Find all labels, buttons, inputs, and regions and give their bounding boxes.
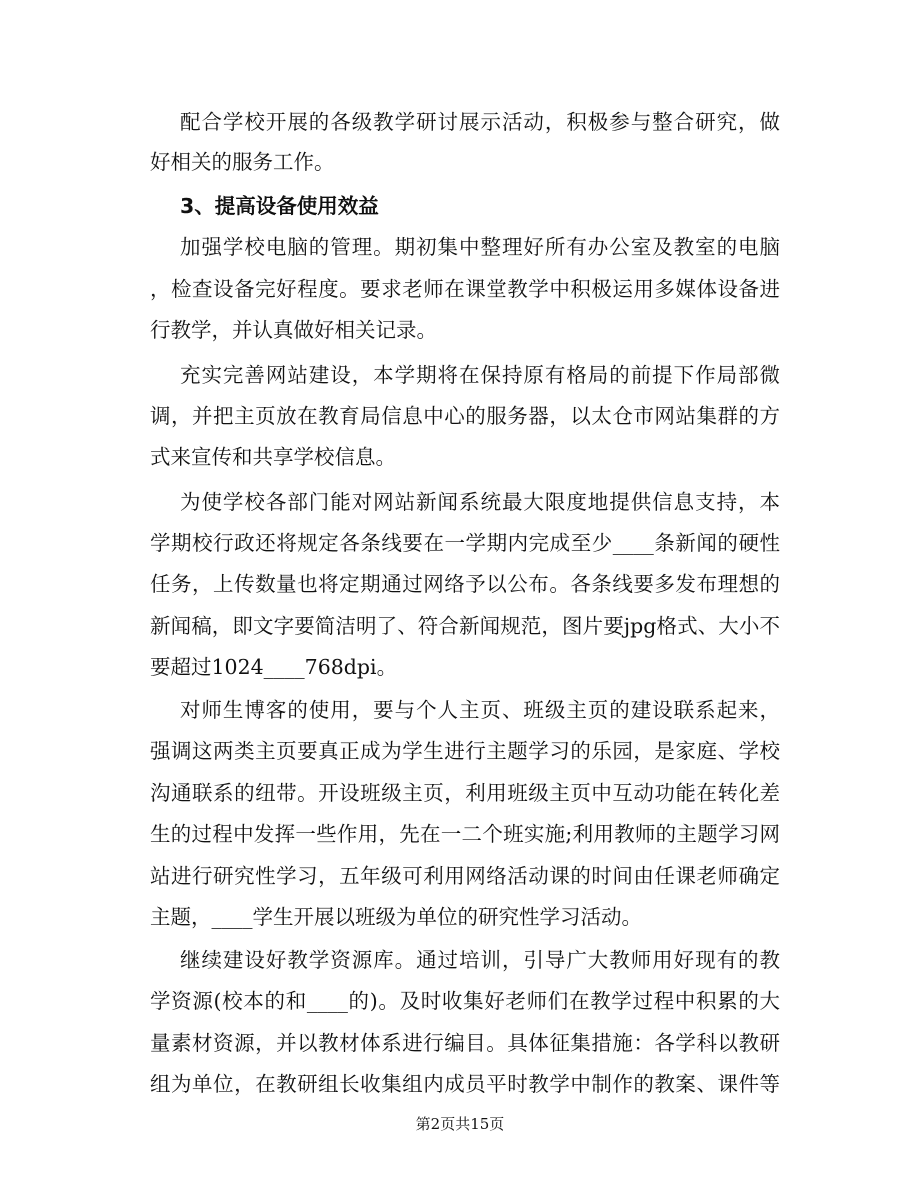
text-line: 充实完善网站建设，本学期将在保持原有格局的前提下作局部微: [180, 363, 780, 387]
text-line: ，检查设备完好程度。要求老师在课堂教学中积极运用多媒体设备进: [150, 277, 780, 301]
text-line: 任务，上传数量也将定期通过网络予以公布。各条线要多发布理想的: [150, 572, 780, 596]
text-line: 要超过1024____768dpi。: [150, 655, 398, 679]
text-line: 站进行研究性学习，五年级可利用网络活动课的时间由任课老师确定: [150, 864, 780, 888]
text-line: 强调这两类主页要真正成为学生进行主题学习的乐园，是家庭、学校: [150, 739, 780, 763]
text-line: 沟通联系的纽带。开设班级主页，利用班级主页中互动功能在转化差: [150, 781, 780, 805]
text-line: 组为单位，在教研组长收集组内成员平时教学中制作的教案、课件等: [150, 1072, 780, 1096]
section-heading: 3、提高设备使用效益: [180, 194, 379, 218]
page-number: 第2页共15页: [415, 1115, 505, 1133]
text-line: 量素材资源，并以教材体系进行编目。具体征集措施：各学科以教研: [150, 1031, 780, 1055]
text-line: 配合学校开展的各级教学研讨展示活动，积极参与整合研究，做: [180, 110, 780, 134]
text-line: 新闻稿，即文字要简洁明了、符合新闻规范，图片要jpg格式、大小不: [150, 614, 780, 638]
text-line: 主题，____学生开展以班级为单位的研究性学习活动。: [150, 905, 642, 929]
text-line: 好相关的服务工作。: [150, 150, 335, 174]
text-line: 为使学校各部门能对网站新闻系统最大限度地提供信息支持，本: [180, 490, 780, 514]
text-line: 继续建设好教学资源库。通过培训，引导广大教师用好现有的教: [180, 948, 780, 972]
text-line: 学期校行政还将规定各条线要在一学期内完成至少____条新闻的硬性: [150, 531, 780, 555]
text-line: 学资源(校本的和____的)。及时收集好老师们在教学过程中积累的大: [150, 989, 780, 1013]
text-line: 生的过程中发挥一些作用，先在一二个班实施;利用教师的主题学习网: [150, 822, 780, 846]
text-line: 对师生博客的使用，要与个人主页、班级主页的建设联系起来，: [180, 698, 780, 722]
text-line: 式来宣传和共享学校信息。: [150, 445, 396, 469]
text-line: 行教学，并认真做好相关记录。: [150, 318, 437, 342]
text-line: 加强学校电脑的管理。期初集中整理好所有办公室及教室的电脑: [180, 235, 780, 259]
text-line: 调，并把主页放在教育局信息中心的服务器，以太仓市网站集群的方: [150, 404, 780, 428]
